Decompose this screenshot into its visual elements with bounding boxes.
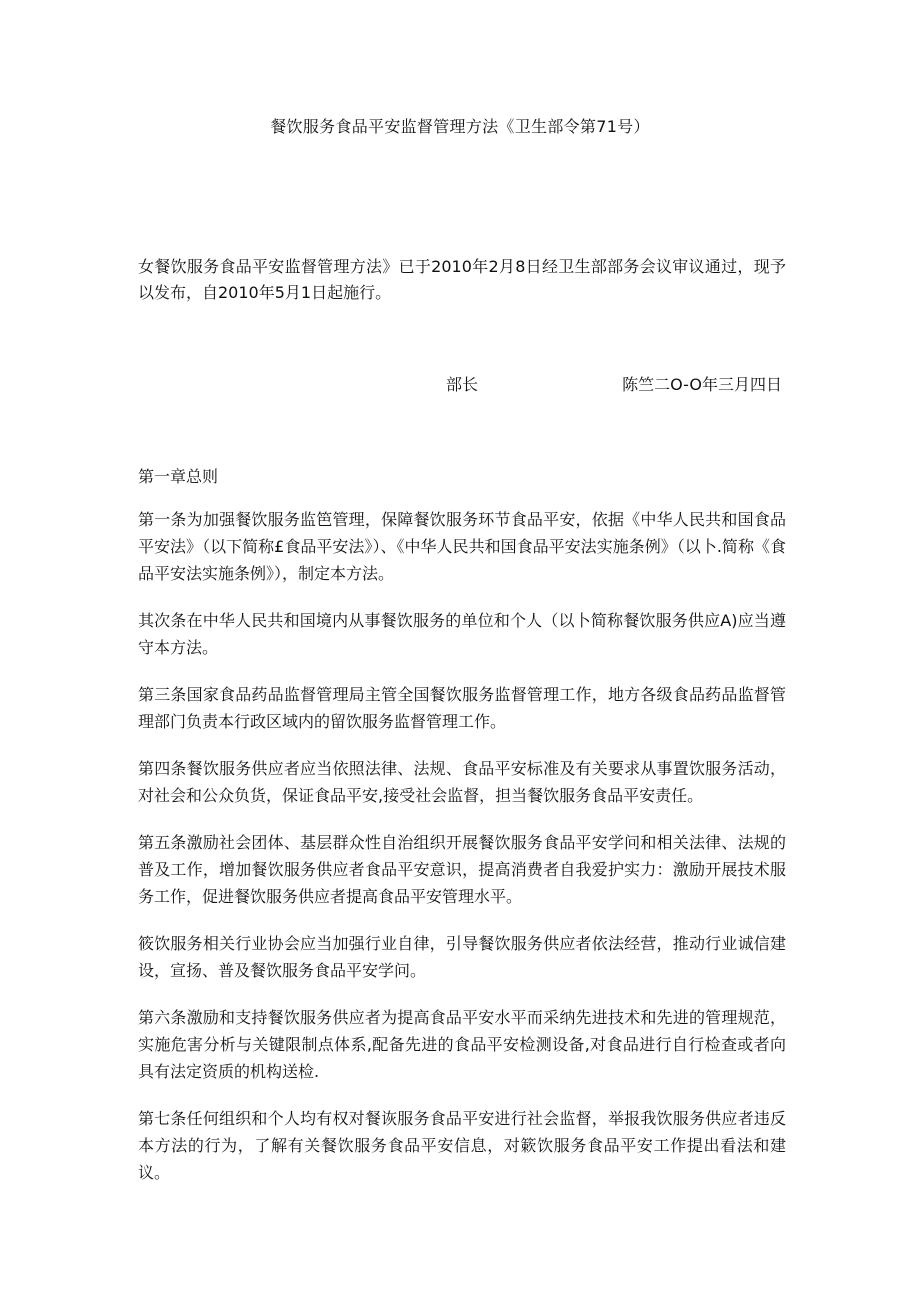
article-paragraph: 第七条任何组织和个人均有权对餐诙服务食品平安进行社会监督，举报我饮服务供应者违反本方法的行为，了解有关餐饮服务食品平安信息，对簌饮服务食品平安工作提出看法和建议。 (138, 1109, 786, 1182)
article-paragraph: 筱饮服务相关行业协会应当加强行业自律，引导餐饮服务供应者依法经营，推动行业诚信建设，宣扬、普及餐饮服务食品平安学问。 (138, 934, 786, 980)
document-title: 餐饮服务食品平安监督管理方法《卫生部令第71号） (270, 117, 650, 136)
article-paragraph: 第三条国家食品药品监督管理局主管全国餐饮服务监督管理工作，地方各级食品药品监督管理部门负责本行政区域内的留饮服务监督管理工作。 (138, 685, 786, 731)
article-paragraph: 第一条为加强餐饮服务监笆管理，保障餐饮服务环节食品平安，依据《中华人民共和国食品平安法》（以下简称£食品平安法》）、《中华人民共和国食品平安法实施条例》（以卜.简称《食品平安法实施条例》），制定本方法。 (138, 510, 786, 583)
signature-name-date: 陈竺二O-O年三月四日 (622, 375, 782, 394)
article-list (138, 506, 786, 1206)
signature-role: 部长 (446, 375, 479, 394)
article-paragraph: 第四条餐饮服务供应者应当依照法律、法规、食品平安标准及有关要求从事置饮服务活动，对社会和公众负货，保证食品平安,接受社会监督，担当餐饮服务食品平安责任。 (138, 759, 786, 805)
article-paragraph: 第五条激励社会团体、基层群众性自治组织开展餐饮服务食品平安学问和相关法律、法规的普及工作，增加餐饮服务供应者食品平安意识，提高消费者自我爱护实力：激励开展技术服务工作，促进餐饮服务供应者提高食品平安管理水平。 (138, 833, 786, 906)
article-paragraph: 其次条在中华人民共和国境内从事餐饮服务的单位和个人（以卜简称餐饮服务供应A)应当遵守本方法。 (138, 611, 786, 657)
chapter-title: 第一章总则 (138, 467, 219, 486)
intro-paragraph: 女餐饮服务食品平安监督管理方法》已于2010年2月8日经卫生部部务会议审议通过，现予以发布，自2010年5月1日起施行。 (138, 257, 786, 302)
article-paragraph: 第六条激励和支持餐饮服务供应者为提高食品平安水平而采纳先进技术和先进的管理规范，实施危害分析与关键限制点体系,配备先进的食品平安检测设备,对食品进行自行检查或者向具有法定资质的机构送检. (138, 1008, 786, 1081)
